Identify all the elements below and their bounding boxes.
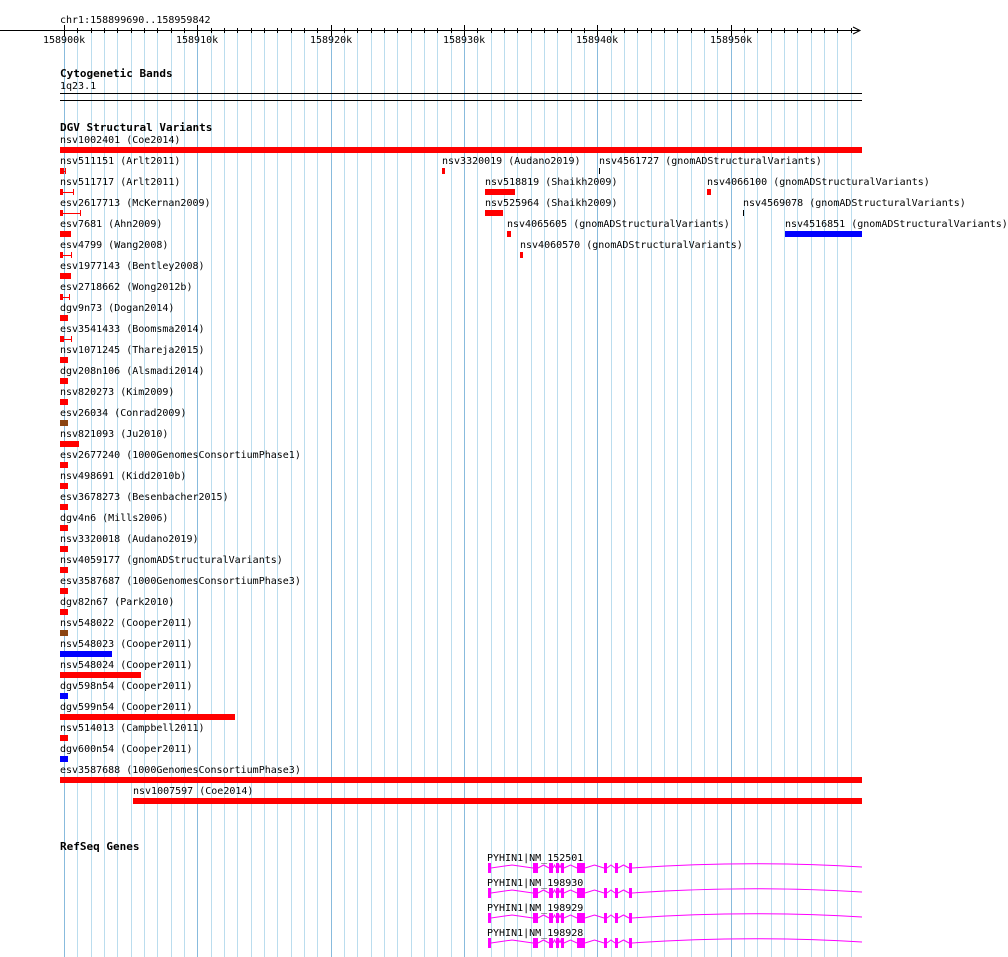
gene-exon [561, 913, 564, 923]
variant-study-close-paren: ) [168, 597, 175, 608]
variant-study-close-paren: ) [192, 534, 199, 545]
variant-study-open-paren: ( [193, 786, 206, 797]
variant-study-open-paren: ( [120, 555, 133, 566]
variant-id: nsv1071245 [60, 345, 121, 356]
variant-id: esv3587687 [60, 576, 121, 587]
variant-id: nsv4066100 [707, 177, 768, 188]
variant-study: Wang2008 [114, 240, 163, 251]
variant-study-close-paren: ) [294, 765, 301, 776]
gene-exon [615, 888, 618, 898]
variant-id: nsv511717 [60, 177, 115, 188]
variant-id: esv3587688 [60, 765, 121, 776]
variant-study-open-paren: ( [102, 219, 115, 230]
ruler-tick-label: 158900k [43, 35, 86, 46]
variant-study-open-paren: ( [120, 282, 133, 293]
variant-study-open-paren: ( [502, 156, 515, 167]
variant-study: Audano2019 [132, 534, 193, 545]
variant-study: Cooper2011 [126, 702, 187, 713]
gene-exon [561, 888, 564, 898]
gene-exon [615, 863, 618, 873]
variant-study-close-paren: ) [611, 198, 618, 209]
variant-study-close-paren: ) [736, 240, 743, 251]
variant-study: Bentley2008 [132, 261, 199, 272]
variant-id: esv3541433 [60, 324, 121, 335]
variant-study: gnomADStructuralVariants [779, 177, 924, 188]
variant-id: nsv4065605 [507, 219, 568, 230]
variant-study-open-paren: ( [120, 492, 133, 503]
variant-id: dgv208n106 [60, 366, 121, 377]
variant-id: nsv4060570 [520, 240, 581, 251]
variant-study-close-paren: ) [247, 786, 254, 797]
variant-study-open-paren: ( [96, 513, 109, 524]
variant-id: dgv599n54 [60, 702, 115, 713]
ruler-tick-label: 158950k [710, 35, 753, 46]
gene-exon [533, 938, 538, 948]
variant-study: gnomADStructuralVariants [815, 198, 960, 209]
variant-study: Ju2010 [126, 429, 163, 440]
variant-study-open-paren: ( [539, 177, 552, 188]
gene-exon [549, 888, 553, 898]
variant-study: Campbell2011 [126, 723, 199, 734]
variant-id: nsv511151 [60, 156, 115, 167]
variant-id: nsv514013 [60, 723, 115, 734]
gene-exon [604, 938, 607, 948]
variant-study: Dogan2014 [114, 303, 169, 314]
variant-study: gnomADStructuralVariants [671, 156, 816, 167]
variant-study-open-paren: ( [102, 240, 115, 251]
variant-id: dgv4n6 [60, 513, 97, 524]
variant-study: Cooper2011 [126, 744, 187, 755]
gene-exon [604, 863, 607, 873]
variant-id: nsv821093 [60, 429, 115, 440]
variant-study-open-paren: ( [120, 366, 133, 377]
variant-study-close-paren: ) [180, 471, 187, 482]
gene-exon [561, 938, 564, 948]
gene-exon [577, 913, 585, 923]
refseq-track-title: RefSeq Genes [60, 840, 140, 853]
variant-study-open-paren: ( [567, 219, 580, 230]
gene-exon [488, 863, 491, 873]
ruler-tick-label: 158920k [310, 35, 353, 46]
variant-id: nsv4059177 [60, 555, 121, 566]
variant-id: esv1977143 [60, 261, 121, 272]
ruler-tick-label: 158930k [443, 35, 486, 46]
gene-label[interactable]: PYHIN1|NM_198928 [487, 928, 584, 939]
variant-id: dgv598n54 [60, 681, 115, 692]
variant-study-open-paren: ( [659, 156, 672, 167]
variant-study-close-paren: ) [723, 219, 730, 230]
gene-label[interactable]: PYHIN1|NM_152501 [487, 853, 584, 864]
variant-study: 1000GenomesConsortiumPhase3 [132, 765, 295, 776]
variant-id: esv4799 [60, 240, 103, 251]
variant-id: dgv9n73 [60, 303, 103, 314]
variant-study: Shaikh2009 [551, 177, 612, 188]
variant-id: nsv3320019 [442, 156, 503, 167]
gene-exon [488, 938, 491, 948]
variant-study-close-paren: ) [186, 681, 193, 692]
variant-study: Cooper2011 [126, 660, 187, 671]
variant-study-open-paren: ( [108, 408, 121, 419]
variant-id: nsv518819 [485, 177, 540, 188]
gene-intron [491, 939, 862, 943]
gene-exon [533, 863, 538, 873]
variant-study-close-paren: ) [174, 135, 181, 146]
variant-study-open-paren: ( [114, 471, 127, 482]
variant-study-close-paren: ) [186, 744, 193, 755]
variant-study-close-paren: ) [198, 261, 205, 272]
variant-study: 1000GenomesConsortiumPhase1 [132, 450, 295, 461]
variant-study-open-paren: ( [120, 534, 133, 545]
variant-study: Coe2014 [132, 135, 175, 146]
gene-exon [629, 888, 632, 898]
gene-exon [561, 863, 564, 873]
variant-study-close-paren: ) [180, 408, 187, 419]
gene-exon [556, 863, 559, 873]
variant-study-close-paren: ) [815, 156, 822, 167]
variant-study: Kidd2010b [126, 471, 181, 482]
variant-study-open-paren: ( [102, 303, 115, 314]
variant-id: esv26034 [60, 408, 109, 419]
variant-study: Audano2019 [514, 156, 575, 167]
variant-study-open-paren: ( [114, 639, 127, 650]
gene-exon [533, 913, 538, 923]
variant-id: nsv3320018 [60, 534, 121, 545]
variant-study-close-paren: ) [222, 492, 229, 503]
variant-id: esv2677240 [60, 450, 121, 461]
variant-study-open-paren: ( [120, 135, 133, 146]
variant-id: nsv548024 [60, 660, 115, 671]
variant-study: Mills2006 [108, 513, 163, 524]
variant-study-close-paren: ) [186, 618, 193, 629]
location-label: chr1:158899690..158959842 [60, 15, 211, 26]
gene-label[interactable]: PYHIN1|NM_198930 [487, 878, 584, 889]
variant-id: esv3678273 [60, 492, 121, 503]
variant-id: nsv4569078 [743, 198, 804, 209]
gene-exon [488, 888, 491, 898]
variant-study-close-paren: ) [162, 429, 169, 440]
variant-study: gnomADStructuralVariants [579, 219, 724, 230]
variant-study-close-paren: ) [198, 345, 205, 356]
gene-exon [488, 913, 491, 923]
gene-exon [549, 863, 553, 873]
variant-study: gnomADStructuralVariants [857, 219, 1002, 230]
variant-study-close-paren: ) [186, 702, 193, 713]
variant-study: Coe2014 [205, 786, 248, 797]
variant-study-open-paren: ( [114, 429, 127, 440]
variant-study: Boomsma2014 [132, 324, 199, 335]
ruler-tick-label: 158910k [176, 35, 219, 46]
gene-intron [491, 889, 862, 893]
variant-study-close-paren: ) [198, 366, 205, 377]
gene-label[interactable]: PYHIN1|NM_198929 [487, 903, 584, 914]
variant-study-close-paren: ) [198, 324, 205, 335]
variant-study-close-paren: ) [168, 303, 175, 314]
gene-intron [491, 864, 862, 868]
gene-exon [577, 863, 585, 873]
variant-study-open-paren: ( [120, 324, 133, 335]
variant-study-open-paren: ( [120, 450, 133, 461]
variant-study-open-paren: ( [767, 177, 780, 188]
variant-id: esv7681 [60, 219, 103, 230]
variant-id: nsv498691 [60, 471, 115, 482]
gene-exon [615, 938, 618, 948]
variant-study-close-paren: ) [959, 198, 966, 209]
variant-study-close-paren: ) [923, 177, 930, 188]
variant-study-open-paren: ( [539, 198, 552, 209]
variant-study-open-paren: ( [845, 219, 858, 230]
gene-exon [577, 888, 585, 898]
variant-study: Conrad2009 [120, 408, 181, 419]
variant-id: nsv525964 [485, 198, 540, 209]
variant-study-close-paren: ) [168, 387, 175, 398]
gene-intron [491, 914, 862, 918]
variant-id: nsv548022 [60, 618, 115, 629]
variant-id: nsv820273 [60, 387, 115, 398]
gene-exon [549, 938, 553, 948]
gene-exon [549, 913, 553, 923]
gene-exon [629, 938, 632, 948]
variant-study-close-paren: ) [611, 177, 618, 188]
variant-study-close-paren: ) [1001, 219, 1008, 230]
variant-study-open-paren: ( [580, 240, 593, 251]
variant-study-close-paren: ) [204, 198, 211, 209]
variant-study-close-paren: ) [174, 156, 181, 167]
variant-id: esv2718662 [60, 282, 121, 293]
variant-study-close-paren: ) [186, 639, 193, 650]
gene-exon [556, 913, 559, 923]
variant-study: Ahn2009 [114, 219, 157, 230]
gene-exon [604, 913, 607, 923]
variant-id: dgv600n54 [60, 744, 115, 755]
variant-study-close-paren: ) [156, 219, 163, 230]
gene-exon [615, 913, 618, 923]
variant-study: gnomADStructuralVariants [592, 240, 737, 251]
variant-id: dgv82n67 [60, 597, 109, 608]
variant-study-open-paren: ( [120, 765, 133, 776]
variant-study-open-paren: ( [114, 618, 127, 629]
variant-study: Arlt2011 [126, 177, 175, 188]
variant-study-open-paren: ( [114, 660, 127, 671]
variant-study-close-paren: ) [294, 450, 301, 461]
variant-study: Cooper2011 [126, 618, 187, 629]
variant-study-open-paren: ( [114, 702, 127, 713]
cytogenetic-bands-title: Cytogenetic Bands [60, 67, 173, 80]
variant-study-open-paren: ( [114, 156, 127, 167]
variant-study-open-paren: ( [114, 744, 127, 755]
variant-study: Kim2009 [126, 387, 169, 398]
variant-study-close-paren: ) [574, 156, 581, 167]
gene-exon [533, 888, 538, 898]
variant-study-open-paren: ( [120, 345, 133, 356]
variant-id: nsv548023 [60, 639, 115, 650]
variant-study-open-paren: ( [114, 723, 127, 734]
variant-study-open-paren: ( [114, 681, 127, 692]
variant-study: Thareja2015 [132, 345, 199, 356]
gene-exon [556, 938, 559, 948]
variant-id: esv2617713 [60, 198, 121, 209]
cytoband-label[interactable]: 1q23.1 [60, 81, 97, 92]
dgv-track-title: DGV Structural Variants [60, 121, 213, 134]
variant-id: nsv4516851 [785, 219, 846, 230]
variant-study-close-paren: ) [174, 177, 181, 188]
variant-study: Besenbacher2015 [132, 492, 223, 503]
gene-exon [556, 888, 559, 898]
gene-exon [577, 938, 585, 948]
gene-exon [604, 888, 607, 898]
variant-study: Arlt2011 [126, 156, 175, 167]
variant-study-close-paren: ) [162, 240, 169, 251]
variant-study: Cooper2011 [126, 639, 187, 650]
variant-study-close-paren: ) [276, 555, 283, 566]
variant-study-close-paren: ) [186, 660, 193, 671]
variant-study: Wong2012b [132, 282, 187, 293]
variant-id: nsv1002401 [60, 135, 121, 146]
variant-study-open-paren: ( [114, 177, 127, 188]
variant-study-open-paren: ( [803, 198, 816, 209]
variant-study: McKernan2009 [132, 198, 205, 209]
variant-study-close-paren: ) [186, 282, 193, 293]
variant-study-close-paren: ) [294, 576, 301, 587]
variant-study: Shaikh2009 [551, 198, 612, 209]
variant-study-open-paren: ( [120, 576, 133, 587]
gene-exon [629, 863, 632, 873]
ruler-tick-label: 158940k [576, 35, 619, 46]
variant-study: gnomADStructuralVariants [132, 555, 277, 566]
variant-study-open-paren: ( [114, 387, 127, 398]
variant-study: Park2010 [120, 597, 169, 608]
variant-study-close-paren: ) [198, 723, 205, 734]
variant-study: Alsmadi2014 [132, 366, 199, 377]
variant-study-open-paren: ( [120, 261, 133, 272]
variant-study-open-paren: ( [108, 597, 121, 608]
variant-study: Cooper2011 [126, 681, 187, 692]
variant-study: 1000GenomesConsortiumPhase3 [132, 576, 295, 587]
variant-study-open-paren: ( [120, 198, 133, 209]
variant-id: nsv1007597 [133, 786, 194, 797]
variant-study-close-paren: ) [162, 513, 169, 524]
variant-id: nsv4561727 [599, 156, 660, 167]
gene-exon [629, 913, 632, 923]
